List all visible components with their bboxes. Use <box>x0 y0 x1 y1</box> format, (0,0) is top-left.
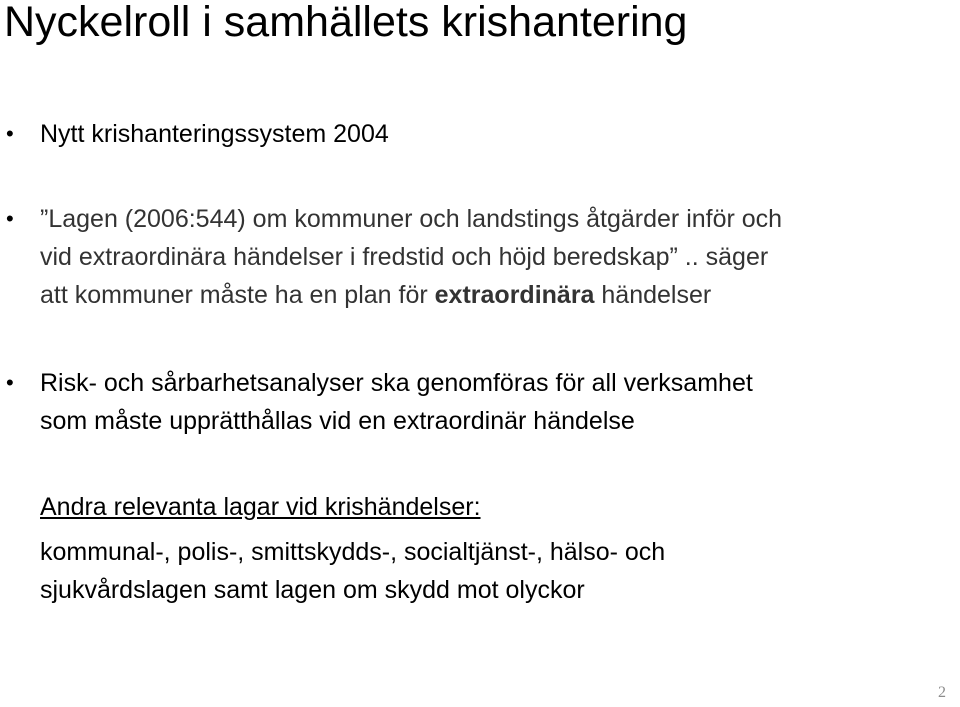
bullet-dot-icon: • <box>6 370 14 395</box>
bullet-line: som måste upprätthållas vid en extraordinär händelse <box>40 407 635 435</box>
bullet-item-crisis-system <box>6 115 940 153</box>
bullet-text: händelser <box>594 281 712 309</box>
bullet-text: att kommuner måste ha en plan för <box>40 281 435 309</box>
bullet-item-risk-analysis <box>6 364 940 440</box>
bullet-dot-icon: • <box>6 206 14 231</box>
bullet-dot-icon: • <box>6 121 14 146</box>
laws-heading: Andra relevanta lagar vid krishändelser: <box>40 493 481 521</box>
page-number: 2 <box>938 684 946 701</box>
laws-line: sjukvårdslagen samt lagen om skydd mot olyckor <box>40 576 585 604</box>
bullet-text-bold: extraordinära <box>434 281 595 309</box>
laws-list <box>40 533 940 609</box>
bullet-text: Nytt krishanteringssystem 2004 <box>40 120 389 148</box>
laws-line: kommunal-, polis-, smittskydds-, socialtjänst-, hälso- och <box>40 538 666 566</box>
bullet-line <box>40 276 940 314</box>
bullet-line: vid extraordinära händelser i fredstid och höjd beredskap” .. säger <box>40 243 769 271</box>
bullet-item-law-2006-544 <box>6 200 940 314</box>
slide-title: Nyckelroll i samhällets krishantering <box>4 0 688 46</box>
bullet-line: ”Lagen (2006:544) om kommuner och landstings åtgärder inför och <box>40 205 783 233</box>
bullet-line: Risk- och sårbarhetsanalyser ska genomföras för all verksamhet <box>40 369 753 397</box>
